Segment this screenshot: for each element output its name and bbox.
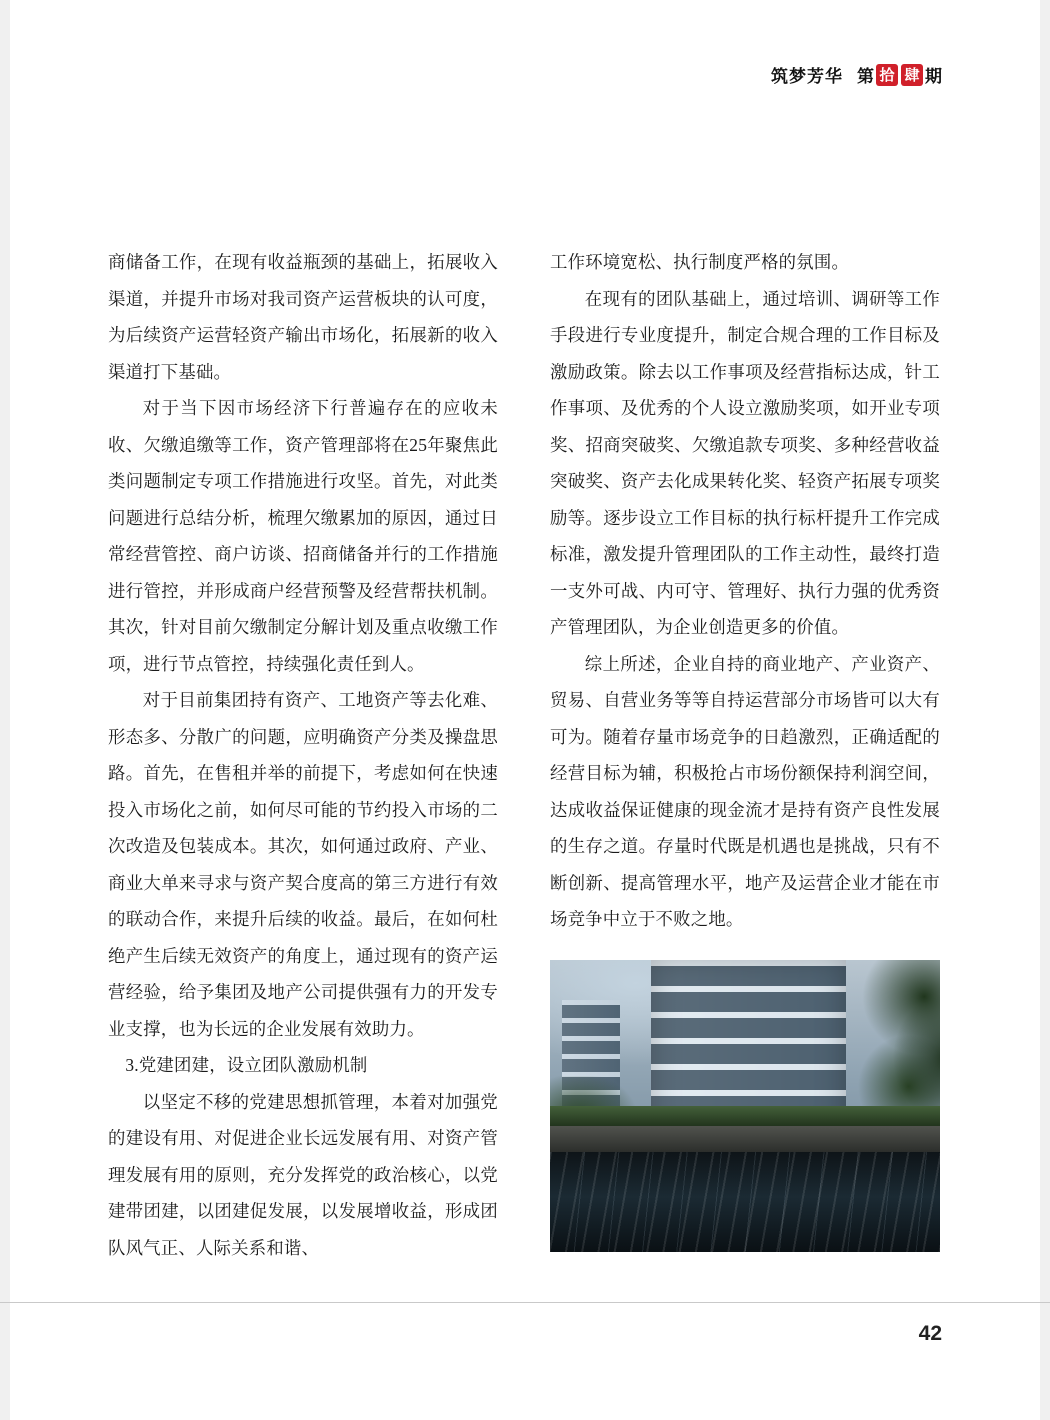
issue-badge-first: 拾 xyxy=(876,64,898,86)
paragraph: 综上所述，企业自持的商业地产、产业资产、贸易、自营业务等等自持运营部分市场皆可以大有可为。随着存量市场竞争的日趋激烈，正确适配的经营目标为辅，积极抢占市场份额保持利润空间，达成收益保证健康的现金流才是持有资产良性发展的生存之道。存量时代既是机遇也是挑战，只有不断创新、提高管理水平，地产及运营企业才能在市场竞争中立于不败之地。 xyxy=(550,653,940,929)
column-right xyxy=(550,244,940,1266)
publication-title: 筑梦芳华 xyxy=(771,67,843,86)
article-columns xyxy=(0,244,1050,1266)
paragraph: 以坚定不移的党建思想抓管理，本着对加强党的建设有用、对促进企业长远发展有用、对资产管理发展有用的原则，充分发挥党的政治核心，以党建带团建，以团建促发展，以发展增收益，形成团队风气正、人际关系和谐、 xyxy=(108,1091,498,1258)
issue-label xyxy=(857,62,942,87)
section-heading: 3.党建团建，设立团队激励机制 xyxy=(125,1055,368,1075)
issue-prefix: 第 xyxy=(857,67,874,86)
stone-deck xyxy=(550,1126,940,1152)
article-photo xyxy=(550,960,940,1252)
page-number: 42 xyxy=(918,1322,942,1345)
paragraph: 在现有的团队基础上，通过培训、调研等工作手段进行专业度提升，制定合规合理的工作目标及激励政策。除去以工作事项及经营指标达成，针工作事项、及优秀的个人设立激励奖项，如开业专项奖、招商突破奖、欠缴追款专项奖、多种经营收益突破奖、资产去化成果转化奖、轻资产拓展专项奖励等。逐步设立工作目标的执行标杆提升工作完成标准，激发提升管理团队的工作主动性，最终打造一支外可战、内可守、管理好、执行力强的优秀资产管理团队，为企业创造更多的价值。 xyxy=(550,288,940,637)
photo-illustration xyxy=(550,960,940,1252)
paragraph: 对于当下因市场经济下行普遍存在的应收未收、欠缴追缴等工作，资产管理部将在25年聚焦此类问题制定专项工作措施进行攻坚。首先，对此类问题进行总结分析，梳理欠缴累加的原因，通过日常经营管控、商户访谈、招商储备并行的工作措施进行管控，并形成商户经营预警及经营帮扶机制。其次，针对目前欠缴制定分解计划及重点收缴工作项，进行节点管控，持续强化责任到人。 xyxy=(108,398,498,674)
reflecting-pool xyxy=(550,1152,940,1251)
footer-divider xyxy=(0,1302,1050,1303)
hedge-row xyxy=(550,1106,940,1126)
page-header xyxy=(771,62,942,87)
issue-badge-second: 肆 xyxy=(901,64,923,86)
issue-suffix: 期 xyxy=(925,67,942,86)
column-left xyxy=(108,244,498,1266)
paragraph: 对于目前集团持有资产、工地资产等去化难、形态多、分散广的问题，应明确资产分类及操盘思路。首先，在售租并举的前提下，考虑如何在快速投入市场化之前，如何尽可能的节约投入市场的二次改造及包装成本。其次，如何通过政府、产业、商业大单来寻求与资产契合度高的第三方进行有效的联动合作，来提升后续的收益。最后，在如何杜绝产生后续无效资产的角度上，通过现有的资产运营经验，给予集团及地产公司提供强有力的开发专业支撑，也为长远的企业发展有效助力。 xyxy=(108,690,498,1039)
paragraph: 商储备工作，在现有收益瓶颈的基础上，拓展收入渠道，并提升市场对我司资产运营板块的认可度，为后续资产运营轻资产输出市场化，拓展新的收入渠道打下基础。 xyxy=(108,252,498,382)
paragraph: 工作环境宽松、执行制度严格的氛围。 xyxy=(550,252,850,272)
